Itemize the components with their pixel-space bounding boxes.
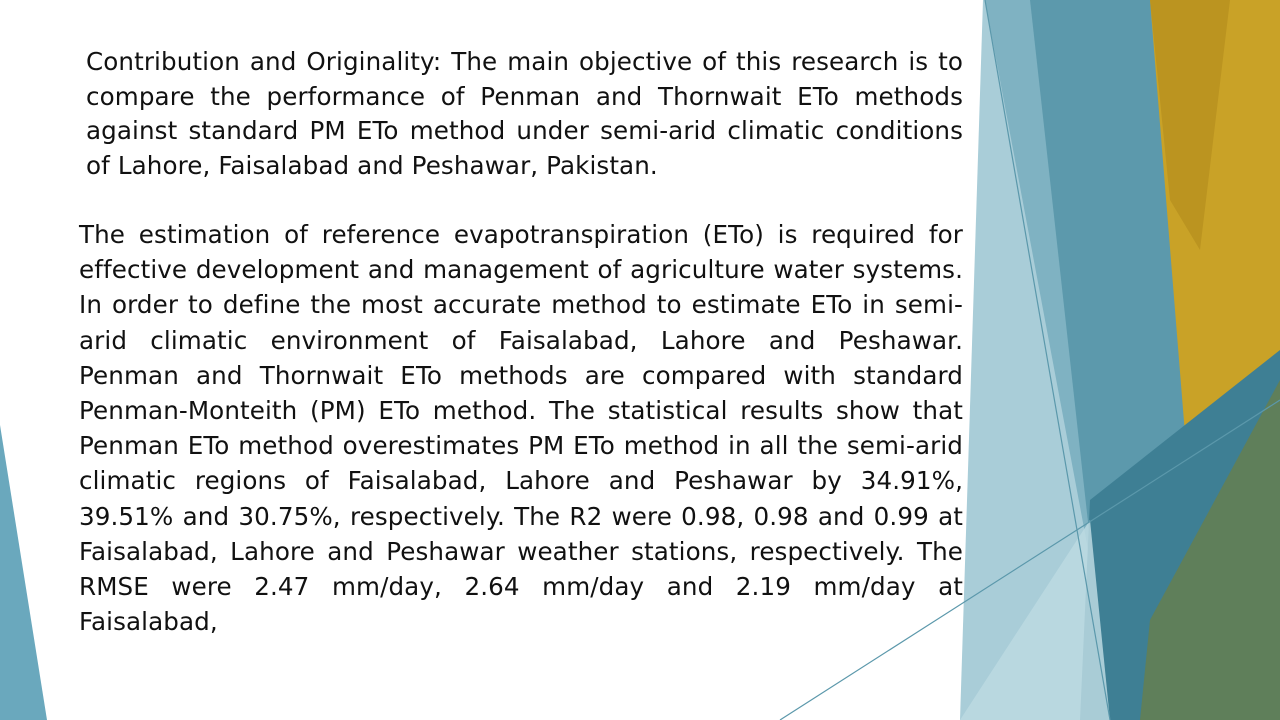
contribution-paragraph: Contribution and Originality: The main objective of this research is to compare the performance of Penman and Thornwait ETo methods against standard PM ETo method under semi-arid climatic conditions of Lahore, Faisalabad and Peshawar, Pakistan.	[86, 47, 963, 180]
left-teal-sliver	[0, 425, 47, 720]
abstract-paragraph: The estimation of reference evapotranspiration (ETo) is required for effective development and management of agriculture water systems. In order to define the most accurate method to estimate ETo in semi-arid climatic environment of Faisalabad, Lahore and Peshawar. Penman and Thornwait ETo methods are compared with standard Penman-Monteith (PM) ETo method. The statistical results show that Penman ETo method overestimates PM ETo method in all the semi-arid climatic regions of Faisalabad, Lahore and Peshawar by 34.91%, 39.51% and 30.75%, respectively. The R2 were 0.98, 0.98 and 0.99 at Faisalabad, Lahore and Peshawar weather stations, respectively. The RMSE were 2.47 mm/day, 2.64 mm/day and 2.19 mm/day at Faisalabad,	[79, 220, 963, 637]
